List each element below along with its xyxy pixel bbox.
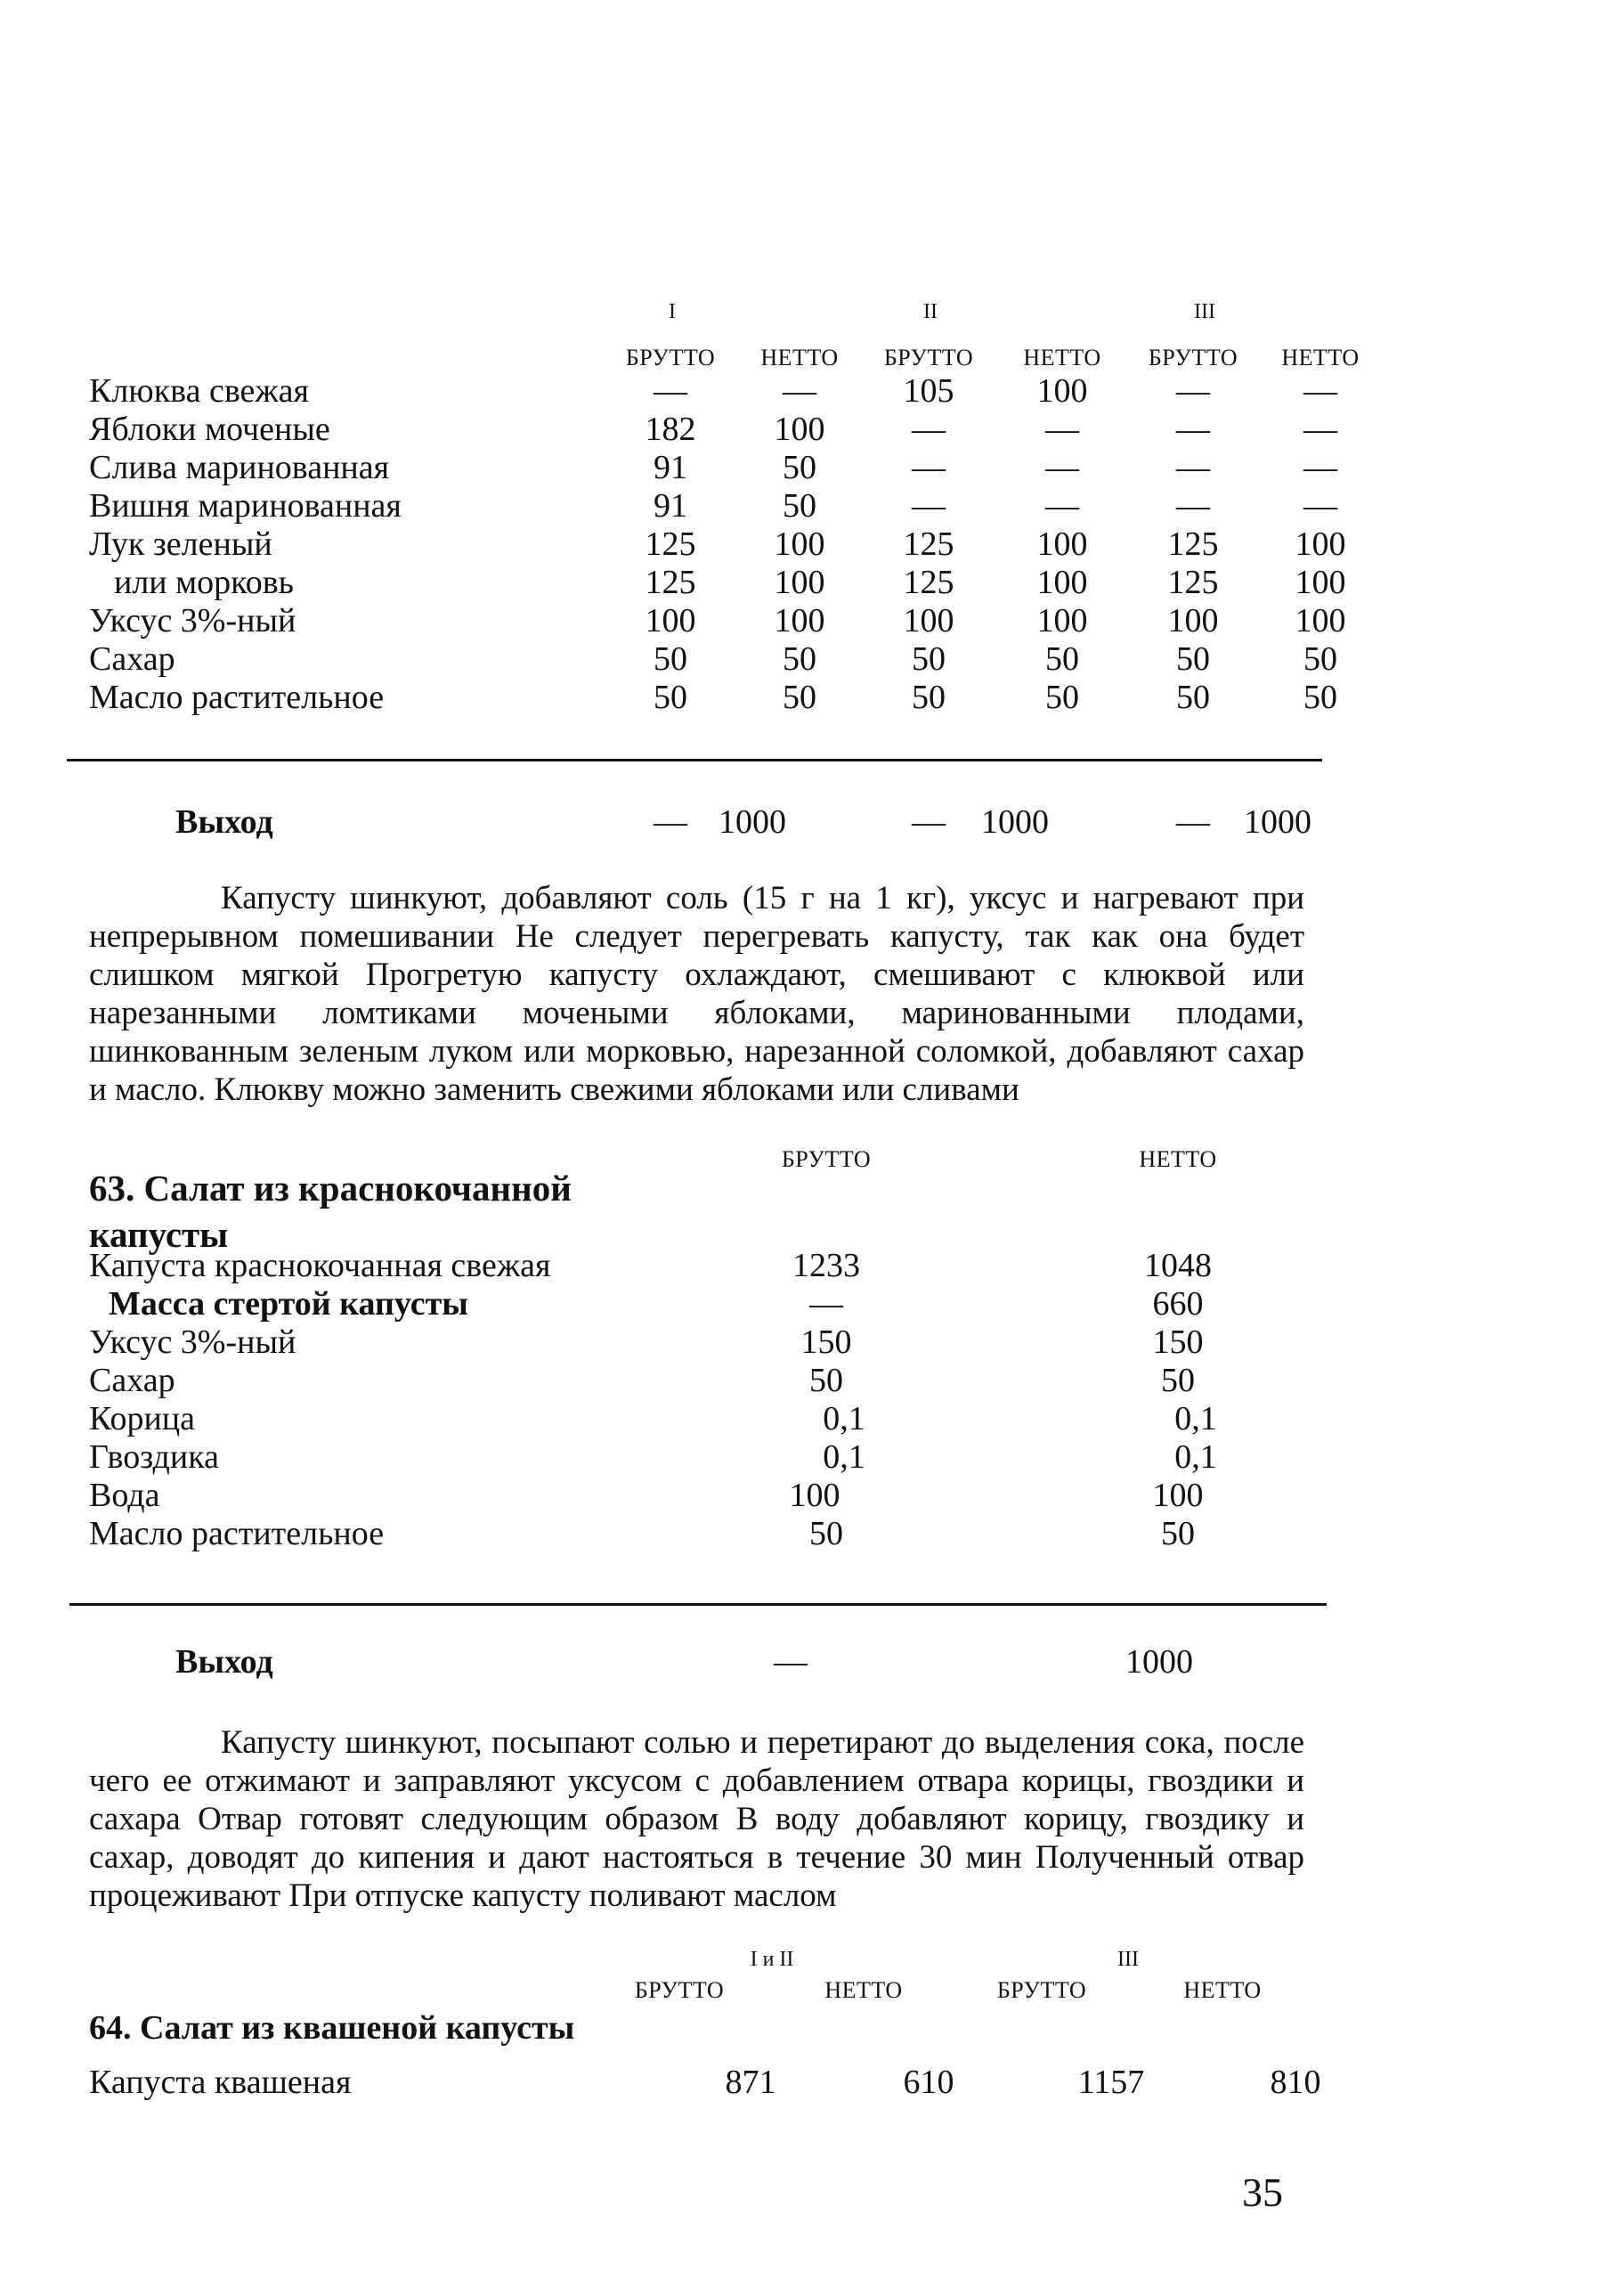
ingredient-name: Сахар	[89, 1362, 175, 1399]
group-header-2: II	[923, 300, 938, 323]
ingredient-name: Яблоки моченые	[89, 411, 330, 448]
cell: 0,1	[823, 1438, 865, 1476]
col-header: НЕТТО	[824, 1977, 903, 2003]
yield-value: —	[912, 803, 946, 841]
table-row	[89, 640, 1336, 679]
cell: 50	[1176, 640, 1210, 678]
cell: —	[1176, 372, 1210, 410]
cell: 50	[1161, 1515, 1195, 1552]
group-header-3: III	[1194, 300, 1215, 323]
cell: 100	[789, 1477, 840, 1514]
recipe62-text: Капусту шинкуют, добавляют соль (15 г на 1 кг), уксус и нагревают при непрерывном помешивании Не следует перегревать капусту, так как она будет слишком мягкой Прогретую капусту охлаждают, смешивают с клюквой или нарезанными ломтиками мочеными яблоками, маринованными плодами, шинкованным зеленым луком или морковью, нарезанной соломкой, добавляют сахар и масло. Клюкву можно заменить свежими яблоками или сливами	[89, 880, 1304, 1108]
divider-rule	[69, 1603, 1327, 1606]
col-header: БРУТТО	[625, 345, 716, 370]
cell: 100	[1036, 602, 1088, 639]
table-row	[89, 1285, 1336, 1323]
cell: 100	[774, 564, 825, 601]
cell: 100	[1036, 372, 1088, 410]
cell: 50	[912, 640, 946, 678]
cell: 1233	[792, 1247, 860, 1284]
cell: 50	[1045, 679, 1079, 716]
table-row	[89, 1400, 1336, 1438]
cell: 125	[903, 564, 954, 601]
table-row	[89, 602, 1346, 640]
cell: —	[1303, 487, 1337, 525]
cell: 50	[1045, 640, 1079, 678]
ingredient-name: Слива маринованная	[89, 449, 390, 486]
cell: 50	[1161, 1362, 1195, 1399]
group-header-3: III	[1117, 1948, 1139, 1971]
cell: 91	[654, 449, 687, 486]
cell: 50	[1303, 640, 1337, 678]
cell: 1048	[1144, 1247, 1212, 1284]
cell: 810	[1270, 2064, 1321, 2101]
recipe63-instructions	[89, 1723, 1304, 1915]
cell: 50	[1176, 679, 1210, 716]
table-row	[89, 449, 1336, 487]
cell: 50	[783, 640, 816, 678]
cell: 100	[645, 602, 696, 639]
cell: 50	[783, 487, 816, 525]
cell: 100	[1167, 602, 1219, 639]
ingredient-name: Гвоздика	[89, 1438, 219, 1476]
cell: —	[1176, 487, 1210, 525]
cell: 0,1	[823, 1400, 865, 1437]
yield-value: 1000	[1125, 1643, 1193, 1681]
yield-value: 1000	[1244, 803, 1311, 841]
cell: —	[1045, 487, 1079, 525]
ingredient-name: Уксус 3%-ный	[89, 1323, 296, 1361]
ingredient-name: Вишня маринованная	[89, 487, 402, 525]
cell: 125	[645, 564, 696, 601]
recipe62-instructions	[89, 879, 1304, 1109]
cell: 50	[1303, 679, 1337, 716]
table-row	[89, 372, 1336, 411]
recipe64-column-headers	[89, 1971, 1336, 2009]
cell: 50	[809, 1362, 843, 1399]
cell: 125	[1167, 564, 1219, 601]
cell: 50	[783, 679, 816, 716]
cell: 100	[1295, 564, 1346, 601]
ingredient-name: Масло растительное	[89, 1515, 385, 1552]
ingredient-name: или морковь	[114, 564, 294, 601]
recipe63-title: 63. Салат из краснокочанной капусты	[89, 1168, 572, 1255]
cell: 100	[774, 602, 825, 639]
cell: 50	[912, 679, 946, 716]
cell: —	[912, 487, 946, 525]
yield-value: —	[774, 1643, 808, 1681]
table-row	[89, 564, 1346, 602]
cell: 100	[1036, 525, 1088, 563]
cell: —	[783, 372, 816, 410]
table-row	[89, 2064, 1336, 2102]
table-row	[89, 1438, 1336, 1477]
ingredient-name: Корица	[89, 1400, 195, 1437]
ingredient-name: Уксус 3%-ный	[89, 602, 296, 639]
table-row	[89, 1362, 1336, 1400]
cell: 50	[783, 449, 816, 486]
group-header-1-2: I и II	[750, 1948, 794, 1971]
cell: 125	[1167, 525, 1219, 563]
cell: 50	[654, 679, 687, 716]
table-row	[89, 411, 1336, 449]
table-row	[89, 1247, 1336, 1285]
yield-value: —	[654, 803, 687, 841]
cell: —	[912, 449, 946, 486]
col-header: БРУТТО	[1148, 345, 1238, 370]
cell: 1157	[1077, 2064, 1145, 2101]
ingredient-name: Масса стертой капусты	[109, 1285, 468, 1323]
cell: 100	[774, 411, 825, 448]
yield-label: Выход	[175, 1643, 273, 1681]
col-header: НЕТТО	[1139, 1146, 1217, 1172]
col-header: БРУТТО	[883, 345, 974, 370]
cell: 100	[1295, 525, 1346, 563]
ingredient-name: Масло растительное	[89, 679, 385, 716]
cell: —	[1303, 372, 1337, 410]
cell: —	[1303, 449, 1337, 486]
cell: —	[1045, 449, 1079, 486]
ingredient-name: Сахар	[89, 640, 175, 678]
recipe64-table	[89, 2064, 1336, 2102]
recipe64-title: 64. Салат из квашеной капусты	[89, 2009, 575, 2047]
cell: 100	[1036, 564, 1088, 601]
table-row	[89, 1323, 1336, 1362]
yield-label: Выход	[175, 803, 273, 841]
col-header: БРУТТО	[996, 1977, 1087, 2003]
col-header: НЕТТО	[1183, 1977, 1262, 2003]
cell: 100	[903, 602, 954, 639]
yield-value: 1000	[719, 803, 786, 841]
cell: 150	[800, 1323, 852, 1361]
ingredient-name: Капуста краснокочанная свежая	[89, 1247, 551, 1284]
cell: 91	[654, 487, 687, 525]
group-header-1: I	[669, 300, 676, 323]
cell: 660	[1152, 1285, 1204, 1323]
table-row	[89, 679, 1336, 717]
cell: —	[912, 411, 946, 448]
col-header: НЕТТО	[1281, 345, 1360, 370]
cell: 0,1	[1174, 1400, 1217, 1437]
cell: 125	[903, 525, 954, 563]
col-header: БРУТТО	[634, 1977, 725, 2003]
cell: —	[1176, 411, 1210, 448]
recipe63-table	[89, 1247, 1336, 1553]
cell: 105	[903, 372, 954, 410]
cell: 100	[1152, 1477, 1204, 1514]
cell: —	[654, 372, 687, 410]
cell: 50	[809, 1515, 843, 1552]
column-headers	[89, 338, 1360, 377]
col-header: БРУТТО	[781, 1146, 872, 1172]
yield-value: 1000	[981, 803, 1049, 841]
cell: —	[1045, 411, 1079, 448]
page-number: 35	[1242, 2170, 1283, 2215]
cell: 150	[1152, 1323, 1204, 1361]
table-row	[89, 1515, 1336, 1553]
col-header: НЕТТО	[1023, 345, 1101, 370]
cell: 610	[903, 2064, 954, 2101]
ingredient-name: Лук зеленый	[89, 525, 272, 563]
cell: 100	[774, 525, 825, 563]
recipe63-text: Капусту шинкуют, посыпают солью и перетирают до выделения сока, после чего ее отжимают и заправляют уксусом с добавлением отвара корицы, гвоздики и сахара Отвар готовят следующим образом В воду добавляют корицу, гвоздику и сахар, доводят до кипения и дают настояться в течение 30 мин Полученный отвар процеживают При отпуске капусту поливают маслом	[89, 1724, 1304, 1914]
table-row	[89, 525, 1346, 564]
cell: 50	[654, 640, 687, 678]
yield-value: —	[1176, 803, 1210, 841]
cell: —	[809, 1285, 843, 1323]
cell: —	[1176, 449, 1210, 486]
recipe62-rows	[89, 372, 1346, 717]
cell: 182	[645, 411, 696, 448]
table-row	[89, 1477, 1336, 1515]
cell: —	[1303, 411, 1337, 448]
ingredient-name: Капуста квашеная	[89, 2064, 352, 2101]
ingredient-name: Клюква свежая	[89, 372, 310, 410]
col-header: НЕТТО	[760, 345, 839, 370]
divider-rule	[67, 759, 1322, 761]
table-row	[89, 487, 1336, 525]
cell: 871	[725, 2064, 776, 2101]
cell: 125	[645, 525, 696, 563]
cell: 100	[1295, 602, 1346, 639]
ingredient-name: Вода	[89, 1477, 160, 1514]
cell: 0,1	[1174, 1438, 1217, 1476]
